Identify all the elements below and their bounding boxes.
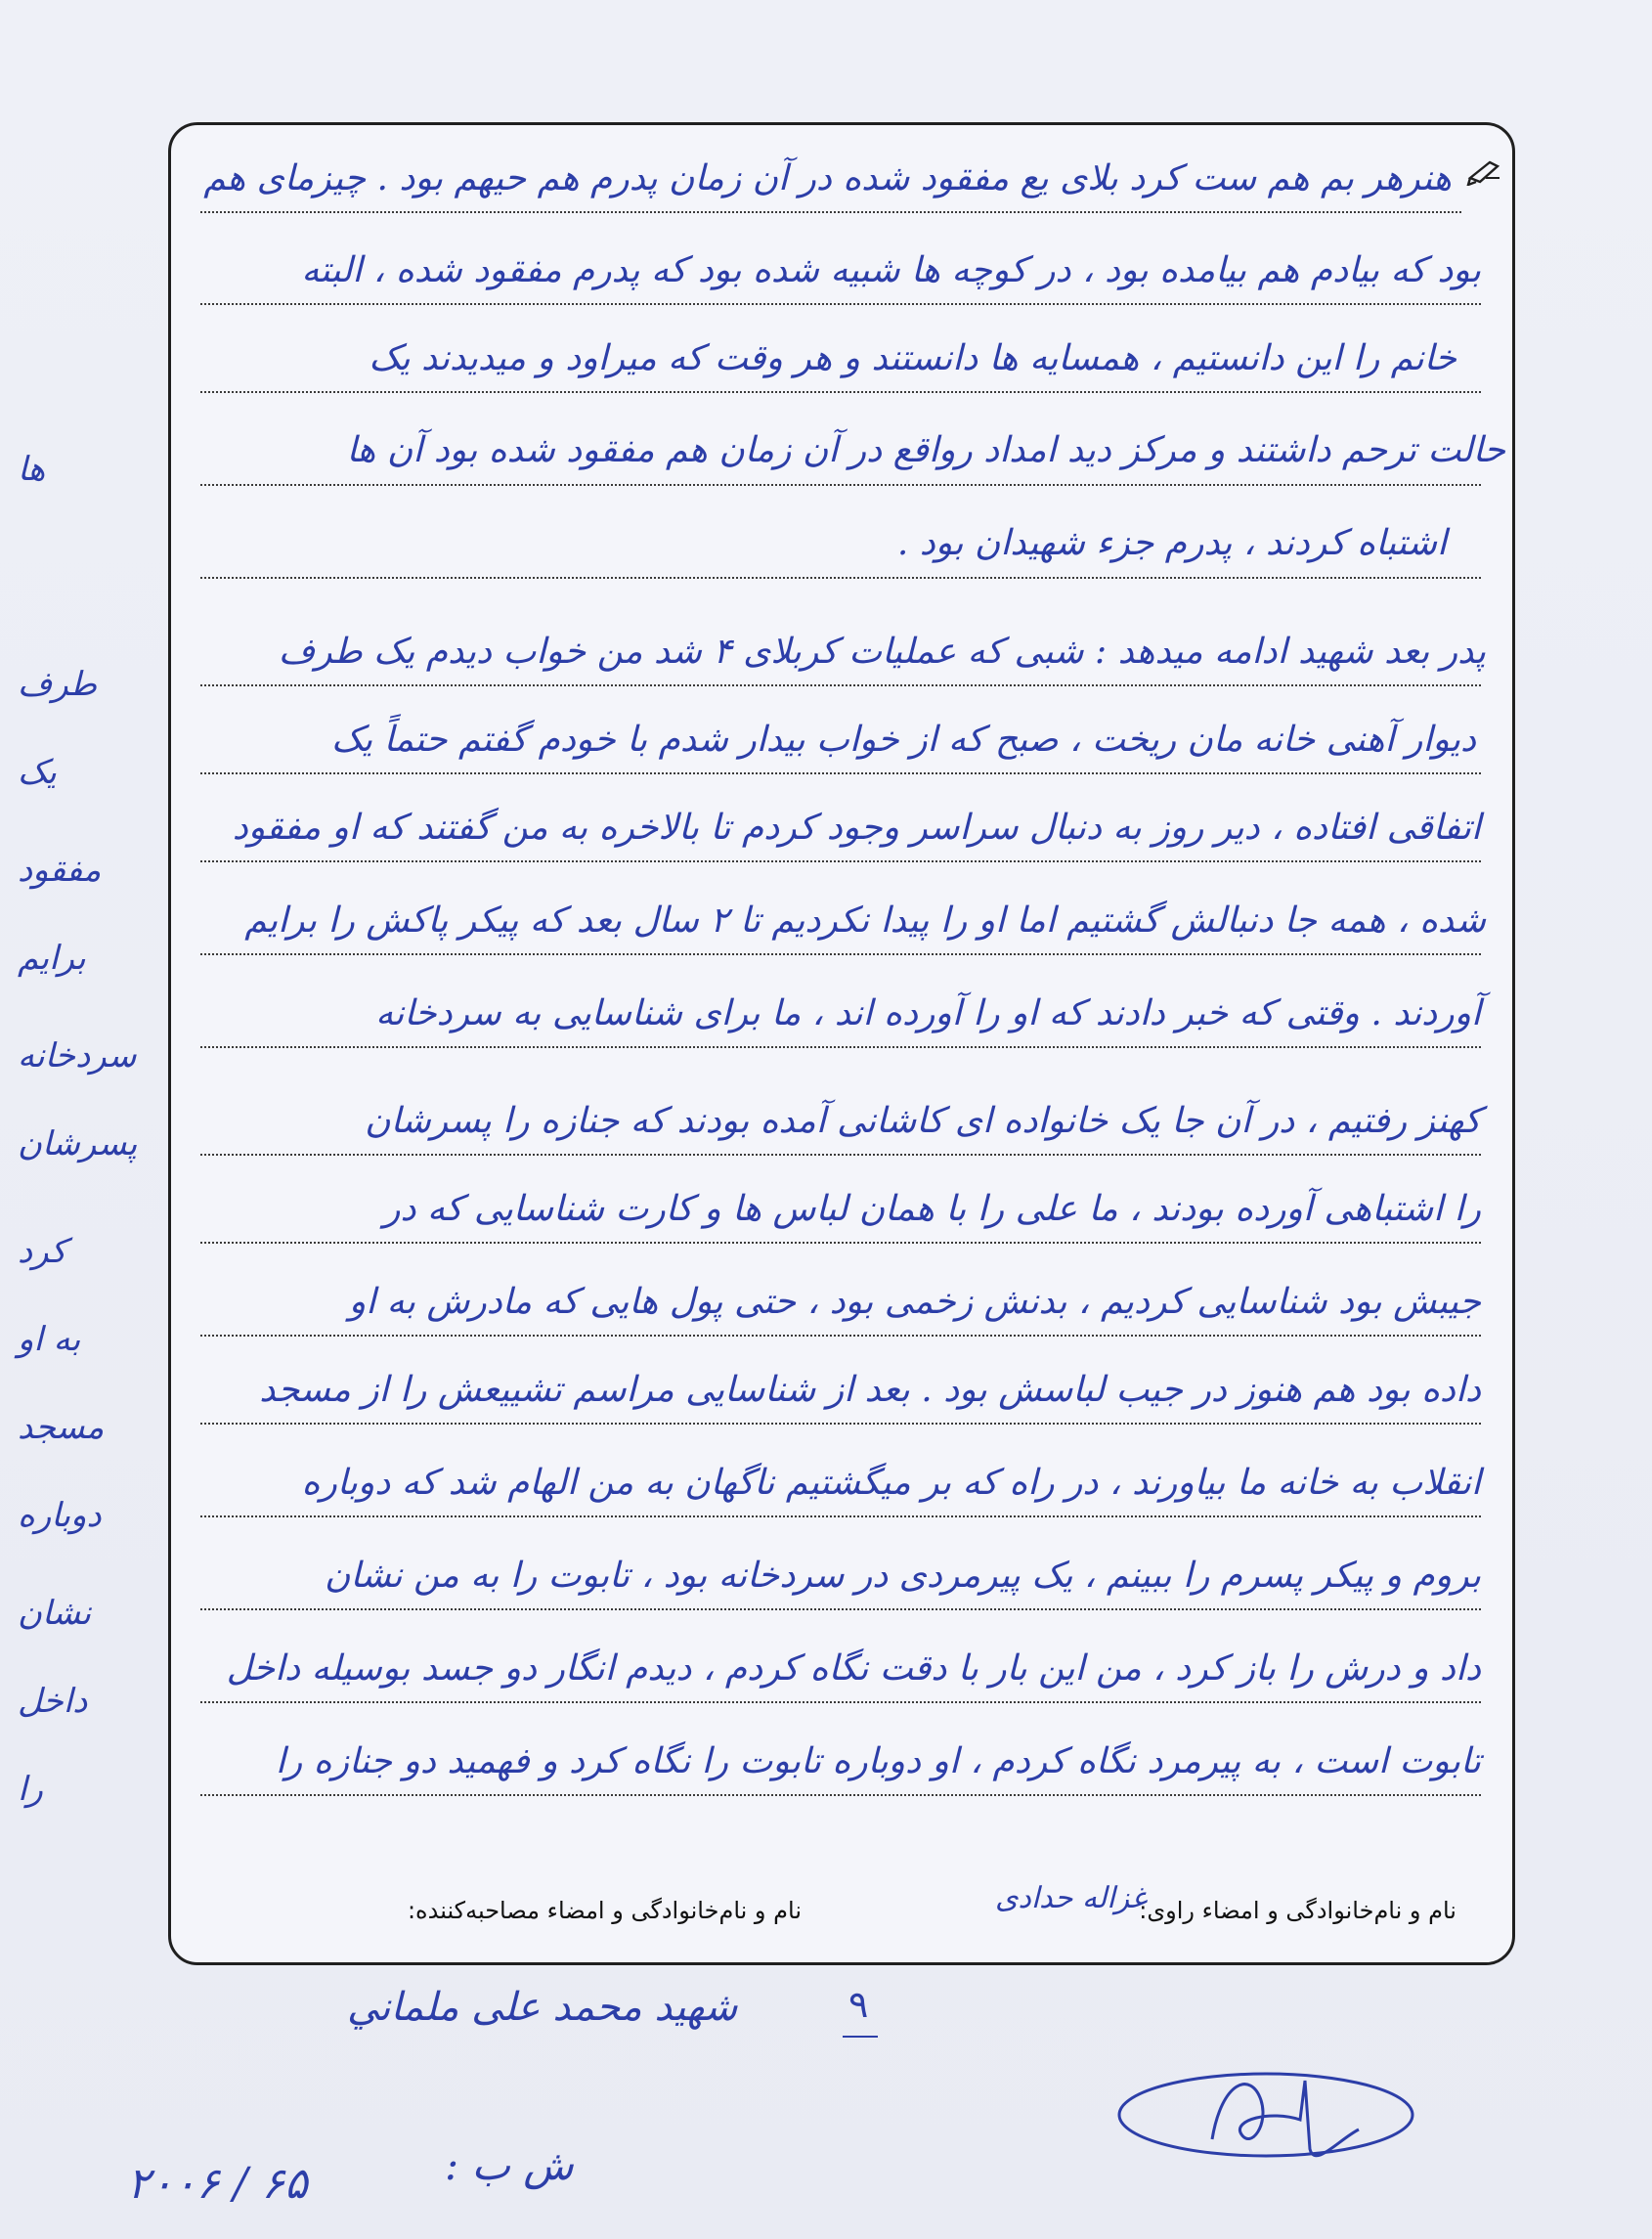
file-number: ۲۰۰۶ / ۶۵: [127, 2159, 308, 2209]
dotted-rule: [200, 1335, 1481, 1337]
margin-note: ها: [18, 450, 46, 489]
margin-note: دوباره: [18, 1496, 102, 1535]
handwritten-line: جیبش بود شناسایی کردیم ، بدنش زخمی بود ، حتی پول هایی که مادرش به او: [348, 1282, 1481, 1322]
handwritten-line: دیوار آهنی خانه مان ریخت ، صبح که از خواب بیدار شدم با خودم گفتم حتماً یک: [330, 720, 1476, 760]
handwritten-line: داده بود هم هنوز در جیب لباسش بود . بعد از شناسایی مراسم تشییعش را از مسجد: [259, 1370, 1481, 1410]
handwritten-line: اشتباه کردند ، پدرم جزء شهیدان بود .: [896, 523, 1447, 563]
dotted-rule: [200, 1154, 1481, 1156]
dotted-rule: [200, 1794, 1481, 1796]
dotted-rule: [200, 303, 1481, 305]
margin-note: مفقود: [18, 851, 102, 890]
handwritten-line: بود که بیادم هم بیامده بود ، در کوچه ها شبیه شده بود که پدرم مفقود شده ، البته: [301, 250, 1481, 290]
dotted-rule: [200, 684, 1481, 686]
handwritten-line: شده ، همه جا دنبالش گشتیم اما او را پیدا نکردیم تا ۲ سال بعد که پیکر پاکش را برایم: [244, 900, 1486, 941]
interviewer-name: غزاله حدادی: [995, 1881, 1147, 1915]
signature-footer: [137, 1897, 1484, 1924]
interviewer-label: نام و نام‌خانوادگی و امضاء مصاحبه‌کننده:: [407, 1897, 803, 1924]
martyr-name: شهید محمد علی ملماني: [347, 1985, 738, 2030]
handwritten-line: کهنز رفتیم ، در آن جا یک خانواده ای کاشانی آمده بودند که جنازه را پسرشان: [365, 1101, 1481, 1141]
dotted-rule: [200, 1608, 1481, 1610]
margin-note: مسجد: [18, 1408, 105, 1447]
handwritten-line: تابوت است ، به پیرمرد نگاه کردم ، او دوباره تابوت را نگاه کرد و فهمید دو جنازه را: [275, 1741, 1481, 1781]
handwritten-line: حالت ترحم داشتند و مرکز دید امداد رواقع در آن زمان هم مفقود شده بود آن ها: [346, 430, 1505, 470]
margin-note: برایم: [18, 939, 86, 978]
handwritten-line: بروم و پیکر پسرم را ببینم ، یک پیرمردی در سردخانه بود ، تابوت را به من نشان: [324, 1556, 1481, 1596]
pen-icon: [1466, 156, 1501, 186]
dotted-rule: [200, 1046, 1481, 1048]
handwritten-line: آوردند . وقتی که خبر دادند که او را آورده اند ، ما برای شناسایی به سردخانه: [375, 993, 1481, 1033]
dotted-rule: [200, 484, 1481, 486]
page-frame: [168, 122, 1515, 1965]
margin-note: پسرشان: [18, 1124, 138, 1163]
handwritten-line: اتفاقی افتاده ، دیر روز به دنبال سراسر وجود کردم تا بالاخره به من گفتند که او مفقود: [232, 808, 1481, 848]
handwritten-line: داد و درش را باز کرد ، من این بار با دقت نگاه کردم ، دیدم انگار دو جسد بوسیله داخل: [226, 1648, 1481, 1689]
dotted-rule: [200, 1515, 1481, 1517]
margin-note: طرف: [18, 665, 98, 704]
handwritten-line: هنرهر بم هم ست کرد بلای یع مفقود شده در آن زمان پدرم هم حیهم بود . چیزمای هم: [203, 158, 1452, 198]
dotted-rule: [200, 860, 1481, 862]
margin-note: یک: [18, 753, 57, 792]
dotted-rule: [200, 211, 1461, 213]
dotted-rule: [200, 772, 1481, 774]
handwritten-line: خانم را این دانستیم ، همسایه ها دانستند و هر وقت که میراود و میدیدند یک: [369, 338, 1456, 378]
dotted-rule: [200, 1423, 1481, 1425]
handwritten-line: انقلاب به خانه ما بیاورند ، در راه که بر میگشتیم ناگهان به من الهام شد که دوباره: [301, 1463, 1481, 1503]
handwritten-line: را اشتباهی آورده بودند ، ما علی را با همان لباس ها و کارت شناسایی که در: [383, 1189, 1481, 1229]
file-label: ش ب :: [445, 2141, 574, 2189]
signature-image: [1105, 2041, 1427, 2188]
margin-note: به او: [18, 1320, 81, 1359]
margin-note: را: [18, 1770, 43, 1809]
dotted-rule: [200, 953, 1481, 955]
page-number-underline: [843, 2036, 878, 2038]
handwritten-line: پدر بعد شهید ادامه میدهد : شبی که عملیات کربلای ۴ شد من خواب دیدم یک طرف: [278, 632, 1486, 672]
page-number: ۹: [848, 1983, 869, 2026]
margin-note: داخل: [18, 1682, 88, 1721]
dotted-rule: [200, 1701, 1481, 1703]
dotted-rule: [200, 391, 1481, 393]
margin-note: کرد: [18, 1232, 67, 1271]
dotted-rule: [200, 577, 1481, 579]
margin-note: نشان: [18, 1594, 92, 1633]
narrator-label: نام و نام‌خانوادگی و امضاء راوی:: [1139, 1897, 1456, 1924]
margin-note: سردخانه: [18, 1036, 137, 1076]
dotted-rule: [200, 1242, 1481, 1244]
